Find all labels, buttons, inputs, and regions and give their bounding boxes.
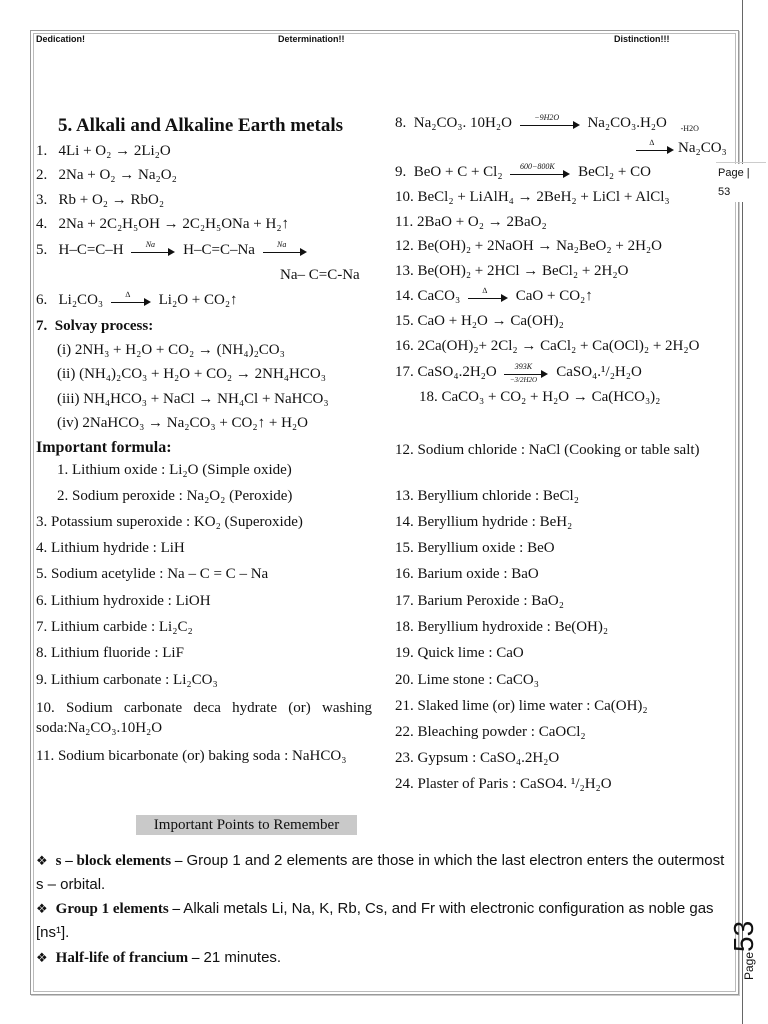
reaction-8	[395, 112, 699, 133]
page-side-word: Page |	[718, 167, 750, 179]
arrow-icon	[510, 161, 570, 180]
arrow-icon	[131, 239, 175, 258]
page-side-number: 53	[718, 186, 731, 198]
reaction-4	[36, 216, 289, 233]
formula-item: 21. Slaked lime (or) lime water : Ca(OH)₂	[395, 698, 648, 714]
bullet-head: Half-life of francium –	[55, 950, 200, 966]
reaction-6	[36, 289, 238, 309]
formula-item: 4. Lithium hydride : LiH	[36, 540, 185, 556]
formula-item: 17. Barium Peroxide : BaO₂	[395, 593, 564, 609]
product: CaO + CO₂↑	[515, 288, 593, 304]
reaction-13: 13. Be(OH)₂ + 2HCl → BeCl₂ + 2H₂O	[395, 263, 629, 279]
formula-heading: Important formula:	[36, 439, 172, 456]
formula-item: 5. Sodium acetylide : Na – C = C – Na	[36, 566, 269, 582]
reactant: CaSO₄.2H₂O	[417, 364, 497, 380]
product: H–C=C–Na	[183, 242, 255, 258]
arrow-icon	[263, 239, 307, 258]
reaction-num: 4.	[36, 216, 48, 232]
arrow-icon	[504, 361, 548, 384]
formula-item: 16. Barium oxide : BaO	[395, 566, 539, 582]
formula-item: 6. Lithium hydroxide : LiOH	[36, 593, 211, 609]
product: Na₂CO₃	[678, 140, 727, 156]
reaction-11: 11. 2BaO + O₂ → 2BaO₂	[395, 214, 547, 230]
header-left: Dedication!	[36, 34, 86, 44]
arrow-label: −3/2H2O	[509, 375, 538, 384]
arrow-label: Na	[145, 239, 156, 249]
reactant: CaCO₃	[417, 288, 461, 304]
section-title: 5. Alkali and Alkaline Earth metals	[58, 115, 344, 136]
formula-item: 13. Beryllium chloride : BeCl₂	[395, 488, 579, 504]
bullet-text: 21 minutes.	[199, 949, 282, 966]
important-points-banner: Important Points to Remember	[136, 815, 357, 835]
reaction-num: 3.	[36, 192, 48, 208]
reaction-num: 14.	[395, 288, 414, 304]
arrow-label: −9H2O	[534, 112, 560, 122]
formula-item: 1. Lithium oxide : Li₂O (Simple oxide)	[57, 462, 292, 478]
arrow-label: ∆	[125, 289, 131, 299]
reaction-7	[36, 318, 153, 335]
formula-item: 10. Sodium carbonate deca hydrate (or) washing soda:Na₂CO₃.10H₂O	[36, 700, 372, 736]
product: Li₂O + CO₂↑	[158, 292, 238, 308]
header-center: Determination!!	[278, 34, 345, 44]
arrow-icon	[636, 137, 674, 156]
reaction-text: 2Na + 2C₂H₅OH → 2C₂H₅ONa + H₂↑	[58, 216, 290, 232]
product: CaSO₄.¹/₂H₂O	[556, 364, 642, 380]
bullet-head: Group 1 elements –	[55, 901, 180, 917]
solvay-step: (ii) (NH₄)₂CO₃ + H₂O + CO₂ → 2NH₄HCO₃	[57, 366, 326, 382]
page-side-divider	[716, 162, 766, 163]
formula-item: 15. Beryllium oxide : BeO	[395, 540, 555, 556]
arrow-icon	[111, 289, 151, 308]
reaction-18: 18. CaCO₃ + CO₂ + H₂O → Ca(HCO₃)₂	[419, 389, 661, 405]
bullet-text: Alkali metals Li, Na, K, Rb, Cs, and Fr with electronic configuration as noble gas [ns¹].	[36, 900, 714, 941]
product: BeCl₂ + CO	[578, 164, 651, 180]
reaction-14	[395, 285, 593, 305]
solvay-step: (i) 2NH₃ + H₂O + CO₂ → (NH₄)₂CO₃	[57, 342, 285, 358]
reaction-num: 5.	[36, 242, 48, 258]
reaction-text: 2Na + O₂ → Na₂O₂	[58, 167, 177, 183]
reaction-num: 7.	[36, 318, 48, 334]
reaction-num: 8.	[395, 115, 407, 131]
formula-item: 2. Sodium peroxide : Na₂O₂ (Peroxide)	[57, 488, 293, 504]
reaction-10: 10. BeCl₂ + LiAlH₄ → 2BeH₂ + LiCl + AlCl₃	[395, 189, 670, 205]
formula-item: 20. Lime stone : CaCO₃	[395, 672, 539, 688]
reaction-num: 9.	[395, 164, 407, 180]
reaction-17	[395, 361, 642, 384]
bullet-text: Group 1 and 2 elements are those in which the last electron enters the outermost s – orbital.	[36, 852, 725, 893]
formula-item: 7. Lithium carbide : Li₂C₂	[36, 619, 193, 635]
reaction-5	[36, 239, 311, 259]
reaction-2	[36, 167, 177, 184]
bullet-head: s – block elements –	[55, 853, 183, 869]
arrow-label: 600−800K	[519, 161, 555, 171]
formula-item: 9. Lithium carbonate : Li₂CO₃	[36, 672, 218, 688]
product: Na₂CO₃.H₂O	[587, 115, 667, 131]
reactant: Li₂CO₃	[58, 292, 104, 308]
page-side-label	[718, 164, 756, 202]
arrow-label: Na	[277, 239, 287, 249]
formula-item: 18. Beryllium hydroxide : Be(OH)₂	[395, 619, 609, 635]
reaction-num: 17.	[395, 364, 414, 380]
reaction-9	[395, 161, 651, 181]
page-word: Page	[742, 951, 756, 980]
reaction-5-product: Na– C=C-Na	[280, 267, 360, 283]
arrow-icon	[468, 285, 508, 304]
margin-rule	[742, 0, 743, 1024]
formula-item: 14. Beryllium hydride : BeH₂	[395, 514, 573, 530]
arrow-label: 393K	[514, 361, 533, 371]
reactant: Na₂CO₃. 10H₂O	[413, 115, 512, 131]
diamond-bullet-icon: ❖	[36, 854, 48, 869]
diamond-bullet-icon: ❖	[36, 951, 48, 966]
reaction-8-product	[632, 137, 727, 157]
bullet-item	[36, 849, 733, 896]
solvay-step: (iii) NH₄HCO₃ + NaCl → NH₄Cl + NaHCO₃	[57, 391, 329, 407]
solvay-step: (iv) 2NaHCO₃ → Na₂CO₃ + CO₂↑ + H₂O	[57, 415, 308, 431]
reactant: BeO + C + Cl₂	[413, 164, 503, 180]
arrow-icon	[520, 112, 580, 131]
formula-item: 23. Gypsum : CaSO₄.2H₂O	[395, 750, 560, 766]
reaction-num: 2.	[36, 167, 48, 183]
reaction-3	[36, 192, 164, 209]
page-number: 53	[728, 920, 759, 952]
solvay-label: Solvay process:	[54, 318, 154, 334]
formula-item: 24. Plaster of Paris : CaSO4. ¹/₂H₂O	[395, 776, 612, 792]
reaction-1	[36, 143, 171, 160]
formula-item: 3. Potassium superoxide : KO₂ (Superoxide)	[36, 514, 303, 530]
reactant: H–C=C–H	[58, 242, 124, 258]
header-right: Distinction!!!	[614, 34, 670, 44]
diamond-bullet-icon: ❖	[36, 902, 48, 917]
reaction-15: 15. CaO + H₂O → Ca(OH)₂	[395, 313, 564, 329]
formula-item: 22. Bleaching powder : CaOCl₂	[395, 724, 586, 740]
reaction-num: 1.	[36, 143, 48, 159]
bullet-item	[36, 897, 733, 944]
reaction-text: 4Li + O₂ → 2Li₂O	[58, 143, 171, 159]
formula-item: 11. Sodium bicarbonate (or) baking soda : NaHCO₃	[36, 748, 347, 764]
formula-item: 12. Sodium chloride : NaCl (Cooking or table salt)	[395, 442, 700, 458]
arrow-label: -H2O	[680, 124, 699, 133]
bullet-item	[36, 946, 733, 970]
reaction-12: 12. Be(OH)₂ + 2NaOH → Na₂BeO₂ + 2H₂O	[395, 238, 662, 254]
reaction-text: Rb + O₂ → RbO₂	[58, 192, 165, 208]
arrow-label: ∆	[482, 285, 488, 295]
reaction-num: 6.	[36, 292, 48, 308]
formula-item: 8. Lithium fluoride : LiF	[36, 645, 184, 661]
arrow-label: ∆	[649, 137, 655, 147]
formula-item: 19. Quick lime : CaO	[395, 645, 524, 661]
reaction-16: 16. 2Ca(OH)₂+ 2Cl₂ → CaCl₂ + Ca(OCl)₂ + 2H₂O	[395, 338, 700, 354]
